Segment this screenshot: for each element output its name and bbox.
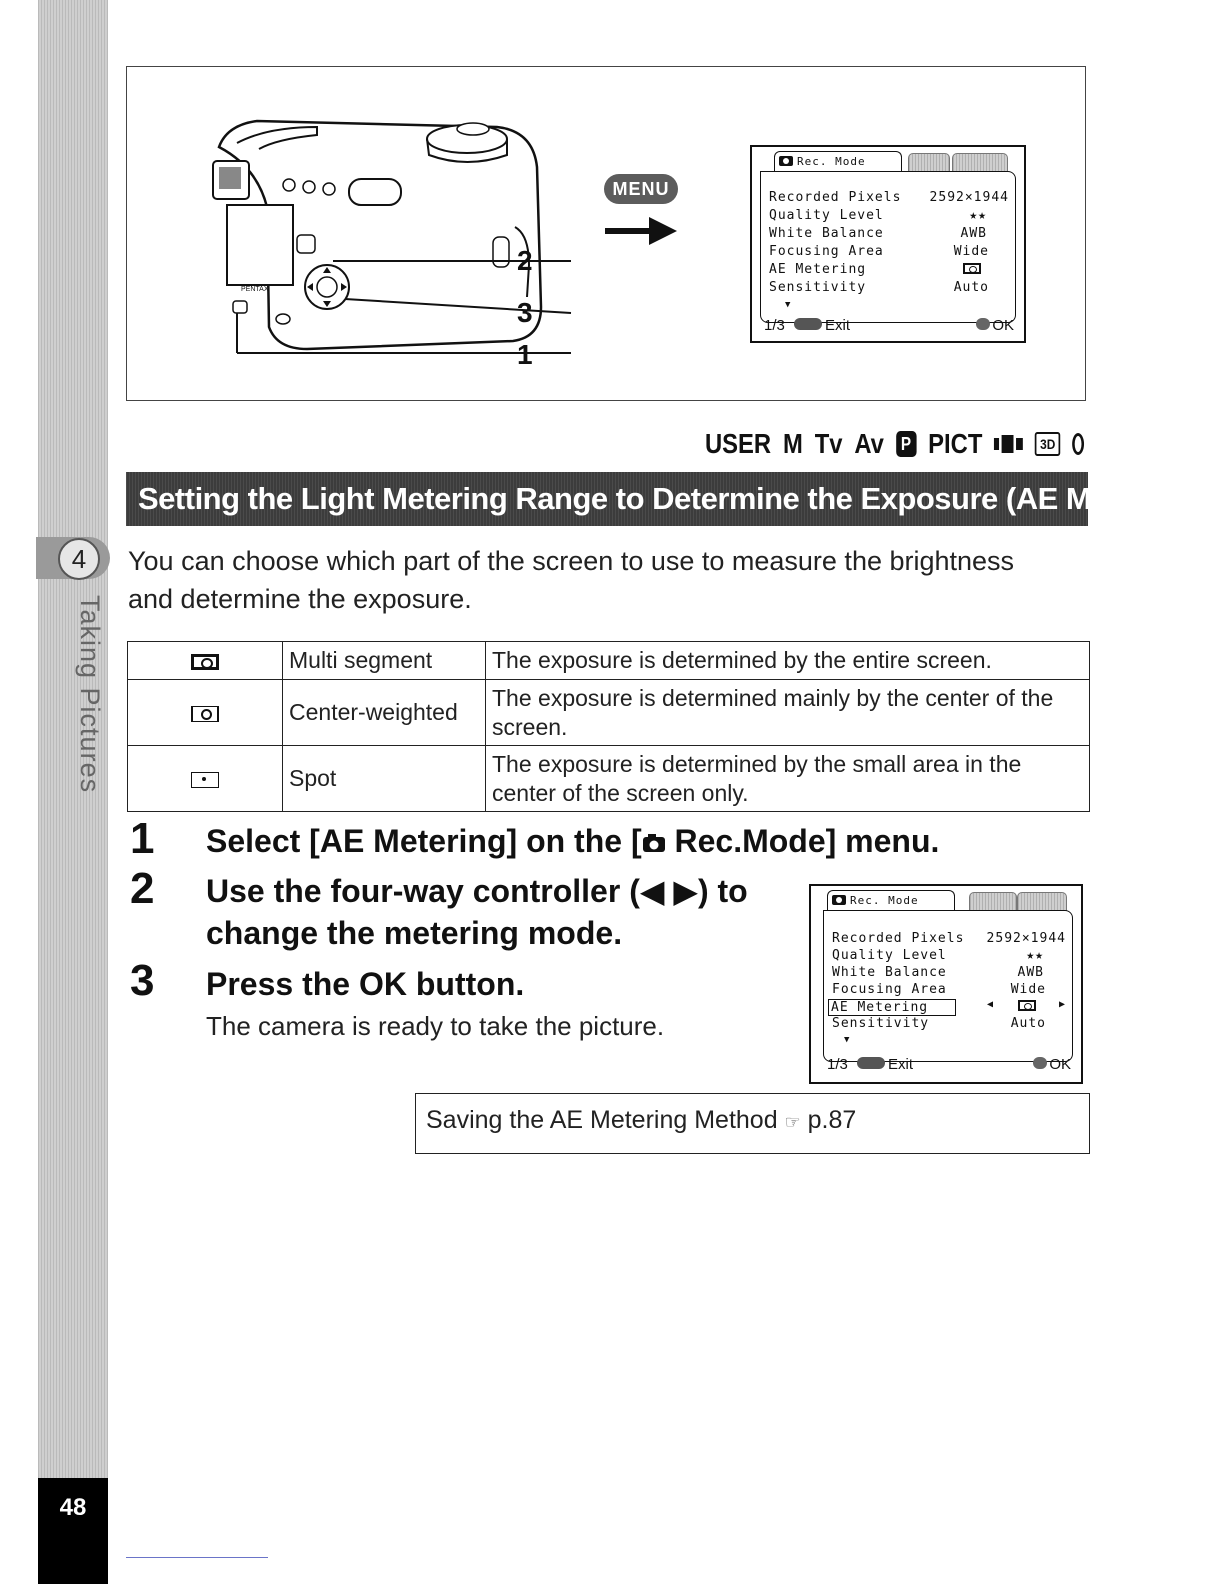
step-number-1: 1 <box>130 814 155 863</box>
lcd-body <box>760 171 1016 323</box>
table-cell-name: Spot <box>283 746 486 812</box>
page-number-box <box>38 1478 108 1584</box>
step-3-note: The camera is ready to take the picture. <box>206 1011 665 1041</box>
mode-user: USER <box>704 428 771 459</box>
mode-digital-filter-icon <box>1072 433 1084 455</box>
lcd-exit <box>857 1056 913 1073</box>
lcd-row-label: Quality Level <box>769 208 884 223</box>
section-title: Setting the Light Metering Range to Determine the Exposure (AE Metering) <box>126 472 1088 526</box>
step-text-3: Press the OK button. <box>206 966 525 1002</box>
tab-rec-mode-label: Rec. Mode <box>797 155 866 168</box>
callout-1: 1 <box>517 339 533 370</box>
mode-tv: Tv <box>814 428 843 459</box>
camera-brand: PENTAX <box>241 286 269 293</box>
camera-icon <box>779 156 793 166</box>
lcd-page-indicator: 1/3 <box>827 1056 848 1073</box>
lcd-row-value: Auto <box>1010 1016 1046 1031</box>
step1-text-before: Select [AE Metering] on the [ <box>206 823 642 859</box>
table-cell-name: Center-weighted <box>283 680 486 746</box>
camera-illustration <box>197 87 617 377</box>
lcd-row-label: AE Metering <box>828 999 956 1016</box>
pointing-hand-icon: ☞ <box>784 1112 801 1132</box>
lcd-row-label: Recorded Pixels <box>832 931 965 946</box>
left-arrow-icon: ◀ <box>986 999 994 1010</box>
mode-pict: PICT <box>927 428 983 459</box>
scroll-down-icon: ▼ <box>785 300 791 310</box>
lcd-ok-label: OK <box>992 317 1014 334</box>
lcd-row-value: 2592×1944 <box>986 931 1066 946</box>
lcd-row-value: 2592×1944 <box>929 190 1009 205</box>
center-weighted-icon <box>191 706 219 722</box>
menu-button-glyph: MENU <box>604 174 678 204</box>
step-number-2: 2 <box>130 864 155 913</box>
lcd-row-value <box>1018 999 1036 1014</box>
lcd-row-label: Sensitivity <box>832 1016 930 1031</box>
tab-rec-mode <box>774 151 902 171</box>
lcd-ok <box>1033 1056 1071 1073</box>
table-cell-description: The exposure is determined by the small area in the center of the screen only. <box>486 746 1090 812</box>
lcd-ok <box>976 317 1014 334</box>
table-cell-description: The exposure is determined mainly by the center of the screen. <box>486 680 1090 746</box>
reference-text: Saving the AE Metering Method <box>426 1106 778 1134</box>
multi-segment-metering-icon <box>963 263 981 274</box>
mode-av: Av <box>854 428 884 459</box>
lcd-ok-label: OK <box>1049 1056 1071 1073</box>
lcd-row-label: Quality Level <box>832 948 947 963</box>
lcd-menu-screen-ae-selected <box>809 884 1083 1084</box>
mode-m: M <box>782 428 803 459</box>
ok-chip-icon <box>1033 1057 1047 1069</box>
chapter-number: 4 <box>58 538 100 580</box>
table-cell-icon <box>128 680 283 746</box>
lcd-page-indicator: 1/3 <box>764 317 785 334</box>
reference-page-link[interactable]: p.87 <box>807 1106 857 1134</box>
step-text-2-line2: change the metering mode. <box>206 915 623 951</box>
lcd-exit-label: Exit <box>825 317 851 334</box>
table-cell-icon <box>128 746 283 812</box>
lcd-row-value: ★★ <box>969 208 987 223</box>
intro-paragraph: You can choose which part of the screen to use to measure the brightness and determine the exposure. <box>128 546 1015 614</box>
table-cell-name: Multi segment <box>283 642 486 680</box>
lcd-row-label: Focusing Area <box>832 982 947 997</box>
table-cell-icon <box>128 642 283 680</box>
tab-setup <box>952 153 1008 172</box>
lcd-row-value: Wide <box>953 244 989 259</box>
lcd-row-label: AE Metering <box>769 262 867 277</box>
lcd-menu-screen <box>750 145 1026 343</box>
right-arrow-icon <box>605 215 677 247</box>
tab-setup <box>1017 892 1067 911</box>
lcd-row-label: Sensitivity <box>769 280 867 295</box>
menu-chip-icon <box>857 1057 885 1069</box>
right-arrow-icon: ▶ <box>1058 999 1066 1010</box>
lcd-row-label: Recorded Pixels <box>769 190 902 205</box>
lcd-row-value: ★★ <box>1026 948 1044 963</box>
step-text-2-line1: Use the four-way controller (◀ ▶) to <box>206 873 748 909</box>
lcd-row-label: White Balance <box>769 226 884 241</box>
scroll-down-icon: ▼ <box>844 1035 850 1045</box>
mode-program-icon: P <box>896 431 916 457</box>
lcd-row-label: White Balance <box>832 965 947 980</box>
chapter-title: Taking Pictures <box>75 595 105 794</box>
lcd-row-value: AWB <box>960 226 987 241</box>
menu-chip-icon <box>794 318 822 330</box>
mode-3d-icon: 3D <box>1035 432 1060 456</box>
metering-modes-table <box>127 641 1090 812</box>
multi-segment-icon <box>191 654 219 670</box>
footer-rule <box>126 1557 268 1558</box>
lcd-row-value: Wide <box>1010 982 1046 997</box>
lcd-body <box>823 910 1073 1062</box>
movie-mode-icon <box>994 435 1023 453</box>
camera-icon <box>832 895 846 905</box>
lcd-exit-label: Exit <box>888 1056 914 1073</box>
step-text-1 <box>206 820 939 862</box>
table-row <box>128 746 1090 812</box>
available-modes-bar <box>705 424 1084 464</box>
lcd-row-value: AWB <box>1017 965 1044 980</box>
spot-icon <box>191 772 219 788</box>
multi-segment-metering-icon <box>1018 1000 1036 1011</box>
lcd-row-value <box>963 262 981 277</box>
lcd-tabs <box>817 890 1075 912</box>
figure-box <box>126 66 1086 401</box>
table-row <box>128 642 1090 680</box>
tab-rec-mode <box>827 890 955 910</box>
step1-text-after: Rec.Mode] menu. <box>665 823 940 859</box>
table-cell-description: The exposure is determined by the entire screen. <box>486 642 1090 680</box>
cross-reference-box <box>415 1093 1090 1154</box>
lcd-exit <box>794 317 850 334</box>
lcd-row-label: Focusing Area <box>769 244 884 259</box>
camera-icon <box>642 832 666 854</box>
ok-chip-icon <box>976 318 990 330</box>
tab-playback <box>969 892 1017 911</box>
page-number: 48 <box>59 1494 87 1521</box>
step-number-3: 3 <box>130 956 155 1005</box>
lcd-row-value: Auto <box>953 280 989 295</box>
callout-3: 3 <box>517 297 533 328</box>
tab-playback <box>908 153 950 172</box>
callout-2: 2 <box>517 245 533 276</box>
lcd-tabs <box>758 151 1018 173</box>
table-row <box>128 680 1090 746</box>
tab-rec-mode-label: Rec. Mode <box>850 894 919 907</box>
